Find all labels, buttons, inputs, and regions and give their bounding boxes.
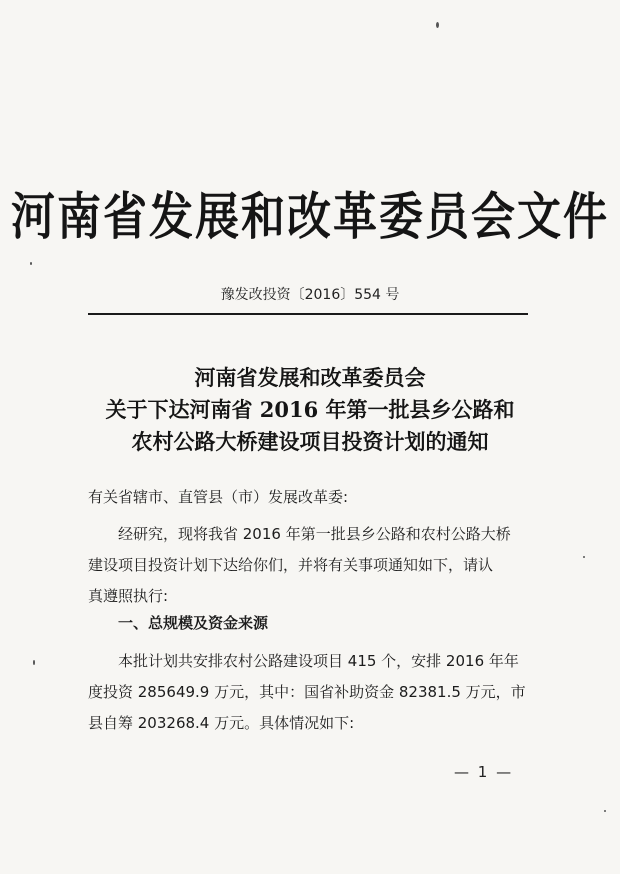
paragraph-line: 度投资 285649.9 万元，其中：国省补助资金 82381.5 万元，市 bbox=[88, 683, 526, 701]
notice-title-line: 农村公路大桥建设项目投资计划的通知 bbox=[131, 429, 489, 454]
paragraph-line: 建设项目投资计划下达给你们，并将有关事项通知如下，请认 bbox=[88, 556, 494, 574]
page-number: — 1 — bbox=[454, 763, 514, 781]
notice-title-line: 关于下达河南省 2016 年第一批县乡公路和 bbox=[105, 397, 515, 422]
document-number: 豫发改投资〔2016〕554 号 bbox=[220, 287, 400, 303]
paragraph-line: 县自筹 203268.4 万元。具体情况如下: bbox=[88, 714, 355, 732]
paragraph-line: 本批计划共安排农村公路建设项目 415 个，安排 2016 年年 bbox=[118, 652, 519, 670]
paragraph-scale bbox=[88, 646, 528, 739]
notice-title bbox=[0, 362, 620, 458]
header-divider bbox=[88, 313, 528, 315]
paragraph-line: 经研究，现将我省 2016 年第一批县乡公路和农村公路大桥 bbox=[118, 525, 511, 543]
scan-speck bbox=[583, 556, 585, 558]
paragraph-line: 真遵照执行: bbox=[88, 587, 169, 605]
addressee: 有关省辖市、直管县（市）发展改革委: bbox=[88, 488, 349, 506]
document-header-title: 河南省发展和改革委员会文件 bbox=[11, 187, 609, 247]
scan-speck bbox=[436, 22, 439, 28]
scan-speck bbox=[30, 262, 32, 265]
paragraph-intro bbox=[88, 519, 528, 612]
section-heading: 一、总规模及资金来源 bbox=[118, 614, 269, 632]
notice-title-line: 河南省发展和改革委员会 bbox=[194, 365, 426, 390]
scan-speck bbox=[604, 810, 606, 812]
scan-speck bbox=[33, 660, 35, 665]
